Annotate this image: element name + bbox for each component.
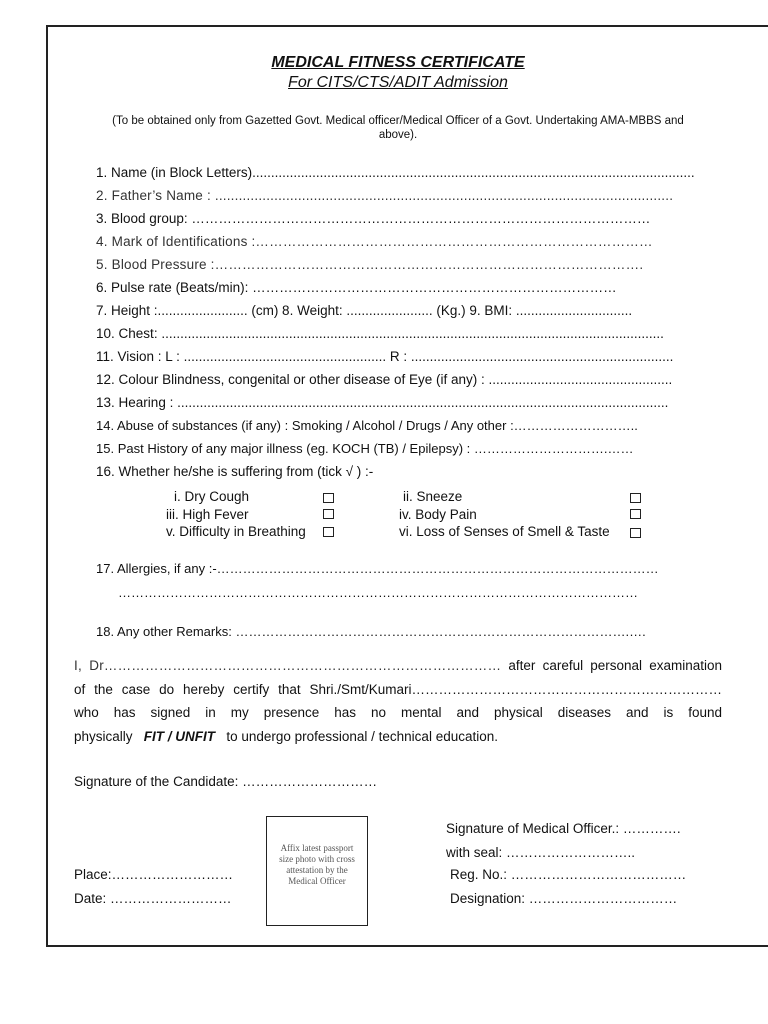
field-allergies-line2[interactable]: ………………………………………………………………………………………………………… [118, 585, 638, 600]
certification-line-4: physically FIT / UNFIT to undergo professional / technical education. [74, 728, 498, 744]
instruction-note: (To be obtained only from Gazetted Govt. Medical officer/Medical Officer of a Govt. Undertaking AMA-MBBS and above). [112, 115, 684, 141]
certification-paragraph [74, 654, 722, 748]
symptom-breathing-label: v. Difficulty in Breathing [166, 524, 306, 539]
date-field[interactable]: Date: ……………………… [74, 891, 232, 906]
photo-instruction: Affix latest passport size photo with cross attestation by the Medical Officer [279, 843, 355, 886]
certification-line-2: of the case do hereby certify that Shri./Smt/Kumari…………………………………………………………… [74, 681, 722, 697]
place-field[interactable]: Place:……………………… [74, 867, 234, 882]
field-pulse-rate[interactable]: 6. Pulse rate (Beats/min): ……………………………………………………………………… [96, 280, 617, 295]
field-allergies[interactable]: 17. Allergies, if any :-………………………………………………………………………………………… [96, 561, 659, 576]
field-colour-blindness[interactable]: 12. Colour Blindness, congenital or other disease of Eye (if any) : ................................................. [96, 372, 673, 387]
sneeze-checkbox[interactable] [630, 493, 641, 503]
field-vision[interactable]: 11. Vision : L : ...................................................... R : ...................................................................... [96, 349, 674, 364]
symptom-dry-cough-label: i. Dry Cough [174, 489, 250, 504]
field-identification-marks[interactable]: 4. Mark of Identifications :…………………………………………………………………………… [96, 234, 653, 249]
reg-no-field[interactable]: Reg. No.: ………………………………… [450, 867, 687, 882]
breathing-difficulty-checkbox[interactable] [323, 527, 334, 537]
field-substance-abuse[interactable]: 14. Abuse of substances (if any) : Smoking / Alcohol / Drugs / Any other :……………………….. [96, 418, 638, 433]
field-other-remarks[interactable]: 18. Any other Remarks: ……………………………………………………………………………….…. [96, 624, 646, 639]
certification-line-1: I, Dr…………………………………………………………………………… after careful personal examination [74, 658, 722, 673]
certification-line-3: who has signed in my presence has no mental and physical diseases and is found [74, 705, 722, 720]
photo-placeholder[interactable] [266, 816, 368, 926]
field-height-weight-bmi[interactable]: 7. Height :........................ (cm) 8. Weight: ....................... (Kg.) 9. BMI: ............................... [96, 303, 633, 318]
field-blood-group[interactable]: 3. Blood group: ………………………………………………………………………………………… [96, 211, 651, 226]
symptom-smell-taste-label: vi. Loss of Senses of Smell & Taste [399, 524, 610, 539]
dry-cough-checkbox[interactable] [323, 493, 334, 503]
fit-unfit-choice[interactable]: FIT / UNFIT [143, 728, 216, 744]
smell-taste-checkbox[interactable] [630, 528, 641, 538]
medical-officer-signature[interactable]: Signature of Medical Officer.: …………. [446, 821, 681, 836]
field-father-name[interactable]: 2. Father’s Name : .................................................................................................................... [96, 188, 674, 203]
field-symptoms-question: 16. Whether he/she is suffering from (tick √ ) :- [96, 464, 374, 479]
certificate-subtitle: For CITS/CTS/ADIT Admission [288, 74, 508, 91]
seal-field[interactable]: with seal: ……………………….. [446, 845, 636, 860]
page-border [46, 25, 768, 947]
field-name[interactable]: 1. Name (in Block Letters)...................................................................................................................... [96, 165, 695, 180]
high-fever-checkbox[interactable] [323, 509, 334, 519]
candidate-signature-field[interactable]: Signature of the Candidate: ………………………… [74, 774, 378, 789]
field-chest[interactable]: 10. Chest: ...................................................................................................................................... [96, 326, 664, 341]
field-past-history[interactable]: 15. Past History of any major illness (eg. KOCH (TB) / Epilepsy) : ………………………….…… [96, 441, 634, 456]
symptom-high-fever-label: iii. High Fever [166, 507, 249, 522]
designation-field[interactable]: Designation: …………………………… [450, 891, 678, 906]
body-pain-checkbox[interactable] [630, 509, 641, 519]
field-blood-pressure[interactable]: 5. Blood Pressure :…………………………………………………………………………………. [96, 257, 644, 272]
field-hearing[interactable]: 13. Hearing : ................................................................................................................................... [96, 395, 669, 410]
symptom-sneeze-label: ii. Sneeze [403, 489, 463, 504]
symptom-body-pain-label: iv. Body Pain [399, 507, 477, 522]
certificate-title: MEDICAL FITNESS CERTIFICATE [271, 54, 525, 71]
